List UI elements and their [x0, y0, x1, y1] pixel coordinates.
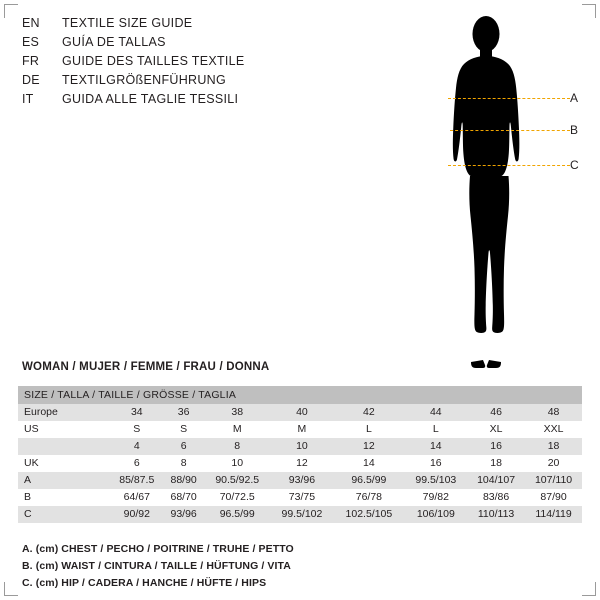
- cell: 8: [204, 438, 271, 455]
- cell: 6: [164, 438, 204, 455]
- cell: 14: [333, 455, 404, 472]
- measure-line-a: [448, 98, 570, 99]
- corner-mark-bottom-right: [582, 582, 596, 596]
- cell: 68/70: [164, 489, 204, 506]
- cell: XL: [467, 421, 525, 438]
- language-code: ES: [22, 35, 40, 49]
- language-code: FR: [22, 54, 40, 68]
- cell: 104/107: [467, 472, 525, 489]
- size-table: [18, 386, 582, 523]
- cell: M: [271, 421, 333, 438]
- cell: 40: [271, 404, 333, 421]
- cell: 14: [405, 438, 467, 455]
- cell: 12: [271, 455, 333, 472]
- note-waist: B. (cm) WAIST / CINTURA / TAILLE / HÜFTUNG / VITA: [22, 560, 291, 572]
- cell: 76/78: [333, 489, 404, 506]
- cell: 110/113: [467, 506, 525, 523]
- row-label: UK: [18, 455, 110, 472]
- row-label: [18, 438, 110, 455]
- cell: L: [405, 421, 467, 438]
- cell: 10: [204, 455, 271, 472]
- cell: 48: [525, 404, 582, 421]
- cell: 106/109: [405, 506, 467, 523]
- cell: 79/82: [405, 489, 467, 506]
- cell: L: [333, 421, 404, 438]
- female-silhouette-icon: [430, 10, 590, 370]
- corner-mark-bottom-left: [4, 582, 18, 596]
- cell: 88/90: [164, 472, 204, 489]
- cell: 20: [525, 455, 582, 472]
- table-row: [18, 421, 582, 438]
- cell: 38: [204, 404, 271, 421]
- cell: 99.5/103: [405, 472, 467, 489]
- language-title: GUÍA DE TALLAS: [62, 35, 166, 49]
- cell: 99.5/102: [271, 506, 333, 523]
- table-header-label: SIZE / TALLA / TAILLE / GRÖSSE / TAGLIA: [18, 386, 582, 404]
- row-label: A: [18, 472, 110, 489]
- cell: 34: [110, 404, 164, 421]
- language-title: TEXTILGRÖßENFÜHRUNG: [62, 73, 227, 87]
- table-row: [18, 438, 582, 455]
- cell: 96.5/99: [333, 472, 404, 489]
- row-label: Europe: [18, 404, 110, 421]
- cell: 6: [110, 455, 164, 472]
- table-header-row: [18, 386, 582, 404]
- table-row: [18, 472, 582, 489]
- cell: 93/96: [271, 472, 333, 489]
- language-title: GUIDA ALLE TAGLIE TESSILI: [62, 92, 239, 106]
- corner-mark-top-left: [4, 4, 18, 18]
- cell: 85/87.5: [110, 472, 164, 489]
- row-label: C: [18, 506, 110, 523]
- section-heading-woman: WOMAN / MUJER / FEMME / FRAU / DONNA: [22, 361, 270, 373]
- cell: 42: [333, 404, 404, 421]
- cell: S: [110, 421, 164, 438]
- cell: 16: [467, 438, 525, 455]
- cell: M: [204, 421, 271, 438]
- note-hip: C. (cm) HIP / CADERA / HANCHE / HÜFTE / HIPS: [22, 577, 267, 589]
- language-row: [22, 52, 352, 71]
- table-row: [18, 506, 582, 523]
- cell: 93/96: [164, 506, 204, 523]
- cell: 18: [525, 438, 582, 455]
- cell: 10: [271, 438, 333, 455]
- row-label: B: [18, 489, 110, 506]
- measure-label-b: B: [570, 123, 579, 137]
- table-row: [18, 404, 582, 421]
- row-label: US: [18, 421, 110, 438]
- measure-line-b: [450, 130, 570, 131]
- cell: 70/72.5: [204, 489, 271, 506]
- cell: 114/119: [525, 506, 582, 523]
- female-body-figure: [430, 10, 590, 370]
- cell: S: [164, 421, 204, 438]
- cell: 87/90: [525, 489, 582, 506]
- language-row: [22, 14, 352, 33]
- measure-label-a: A: [570, 91, 579, 105]
- cell: 83/86: [467, 489, 525, 506]
- table-row: [18, 489, 582, 506]
- cell: 4: [110, 438, 164, 455]
- cell: 107/110: [525, 472, 582, 489]
- language-title: TEXTILE SIZE GUIDE: [62, 16, 193, 30]
- cell: 64/67: [110, 489, 164, 506]
- measure-line-c: [448, 165, 570, 166]
- language-title-list: [22, 14, 352, 109]
- cell: XXL: [525, 421, 582, 438]
- cell: 18: [467, 455, 525, 472]
- language-row: [22, 33, 352, 52]
- cell: 16: [405, 455, 467, 472]
- cell: 46: [467, 404, 525, 421]
- cell: 90/92: [110, 506, 164, 523]
- cell: 96.5/99: [204, 506, 271, 523]
- cell: 36: [164, 404, 204, 421]
- language-title: GUIDE DES TAILLES TEXTILE: [62, 54, 245, 68]
- language-code: DE: [22, 73, 40, 87]
- language-row: [22, 71, 352, 90]
- cell: 12: [333, 438, 404, 455]
- measurement-notes: [22, 541, 442, 592]
- cell: 102.5/105: [333, 506, 404, 523]
- cell: 90.5/92.5: [204, 472, 271, 489]
- cell: 8: [164, 455, 204, 472]
- note-chest: A. (cm) CHEST / PECHO / POITRINE / TRUHE / PETTO: [22, 543, 294, 555]
- cell: 73/75: [271, 489, 333, 506]
- language-code: EN: [22, 16, 40, 30]
- measure-label-c: C: [570, 158, 579, 172]
- language-code: IT: [22, 92, 34, 106]
- language-row: [22, 90, 352, 109]
- cell: 44: [405, 404, 467, 421]
- table-row: [18, 455, 582, 472]
